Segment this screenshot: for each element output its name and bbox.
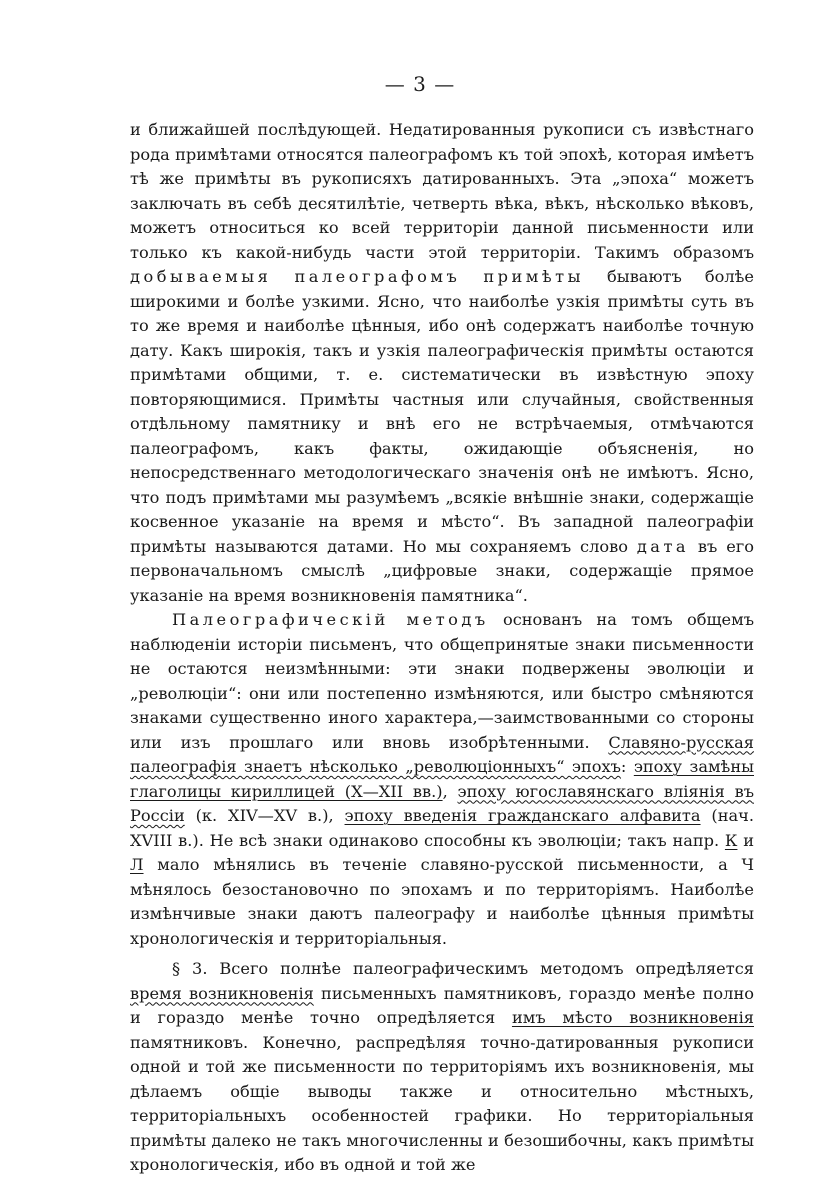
text-run [271,267,294,286]
underlined-phrase: эпоху югославянскаго вліянія въ Россіи [130,781,754,825]
spaced-term: дата [636,536,690,556]
spaced-term: добываемыя [130,267,272,286]
underlined-phrase: время возникновенія [130,983,314,1003]
text-run [460,267,483,286]
underlined-phrase: эпоху замѣны глаголицы кириллицей (X—XII вв.) [130,757,754,801]
text-run: (нач. XVIII в.). Не всѣ знаки одинаково способны къ эволюціи; такъ напр. [130,806,755,850]
page-number: — 3 — [384,72,456,96]
text-run: и [737,830,754,850]
text-run: бываютъ болѣе широкими и болѣе узкими. Ясно, что наиболѣе узкія примѣты суть въ то же время и наиболѣе цѣнныя, ибо онѣ содержатъ наиболѣе точную дату. Какъ широкія, такъ и узкія палеографическія примѣты остаются примѣтами общими, т. е. систематически въ извѣстную эпоху повторяющимися. Примѣты частныя или случайныя, свойственныя отдѣльному памятнику и внѣ его не встрѣчаемыя, отмѣчаются палеографомъ, какъ факты, ожидающіе объясненія, но непосредственнаго методологическаго значенія онѣ не имѣютъ. Ясно, что подъ примѣтами мы разумѣемъ „всякіе внѣшніе знаки, содержащіе косвенное указаніе на время и мѣсто“. Въ западной палеографіи примѣты называются датами. Но мы сохраняемъ слово [130,267,754,556]
body-text [130,118,754,1178]
text-run: письменныхъ памятниковъ, гораздо менѣе полно и гораздо менѣе точно опредѣляется [130,983,754,1027]
underlined-phrase: эпоху введенія гражданскаго алфавита [344,806,701,825]
text-run: : [620,757,634,776]
underlined-letter: Л [130,855,144,874]
text-run: (к. XIV—XV в.), [184,806,345,825]
text-run: , [442,781,458,801]
spaced-term: палеографомъ [294,267,461,286]
text-run: основанъ на томъ общемъ наблюденіи исторіи письменъ, что общепринятые знаки письменности не остаются неизмѣнными: эти знаки подвержены эволюціи и „революціи“: они или постепенно измѣняются, или быстро смѣняются знаками существенно иного характера,—заимствованными со стороны или изъ прошлаго или вновь изобрѣтенными. [130,610,754,752]
text-run: памятниковъ. Конечно, распредѣляя точно-датированныя рукописи одной и той же письменности по территоріямъ ихъ возникновенія, мы дѣлаемъ общіе выводы также и относительно мѣстныхъ, территоріальныхъ особенностей графики. Но территоріальныя примѣты далеко не такъ многочисленны и безошибочны, какъ примѣты хронологическія, ибо въ одной и той же [130,1032,754,1174]
text-run: въ его первоначальномъ смыслѣ „цифровые знаки, содержащіе прямое указаніе на время возникновенія памятника“. [130,536,755,605]
underlined-letter: К [724,830,738,850]
spaced-term: Палеографическій методъ [172,610,489,629]
text-run: мало мѣнялись въ теченіе славяно-русской письменности, а Ч мѣнялось безостановочно по эпохамъ и по территоріямъ. Наиболѣе измѣнчивые знаки даютъ палеографу и наиболѣе цѣнныя примѣты хронологическія и территоріальныя. [130,855,754,948]
text-run: и ближайшей послѣдующей. Недатированныя рукописи съ извѣстнаго рода примѣтами относятся палеографомъ къ той эпохѣ, которая имѣетъ тѣ же примѣты въ рукописяхъ датированныхъ. Эта „эпоха“ можетъ заключать въ себѣ десятилѣтіе, четверть вѣка, вѣкъ, нѣсколько вѣковъ, можетъ относиться ко всей территоріи данной письменности или только къ какой-нибудь части этой территоріи. Такимъ образомъ [130,120,754,262]
paragraph-3 [130,957,754,1178]
paragraph-1 [130,118,754,608]
spaced-term: примѣты [483,267,584,286]
underlined-phrase: имъ мѣсто возникновенія [511,1008,754,1027]
paragraph-2 [130,608,754,951]
underlined-phrase: Славяно-русская палеографія знаетъ нѣсколько „революціонныхъ“ эпохъ [130,732,754,776]
text-run: § 3. Всего полнѣе палеографическимъ методомъ опредѣляется [172,959,754,978]
